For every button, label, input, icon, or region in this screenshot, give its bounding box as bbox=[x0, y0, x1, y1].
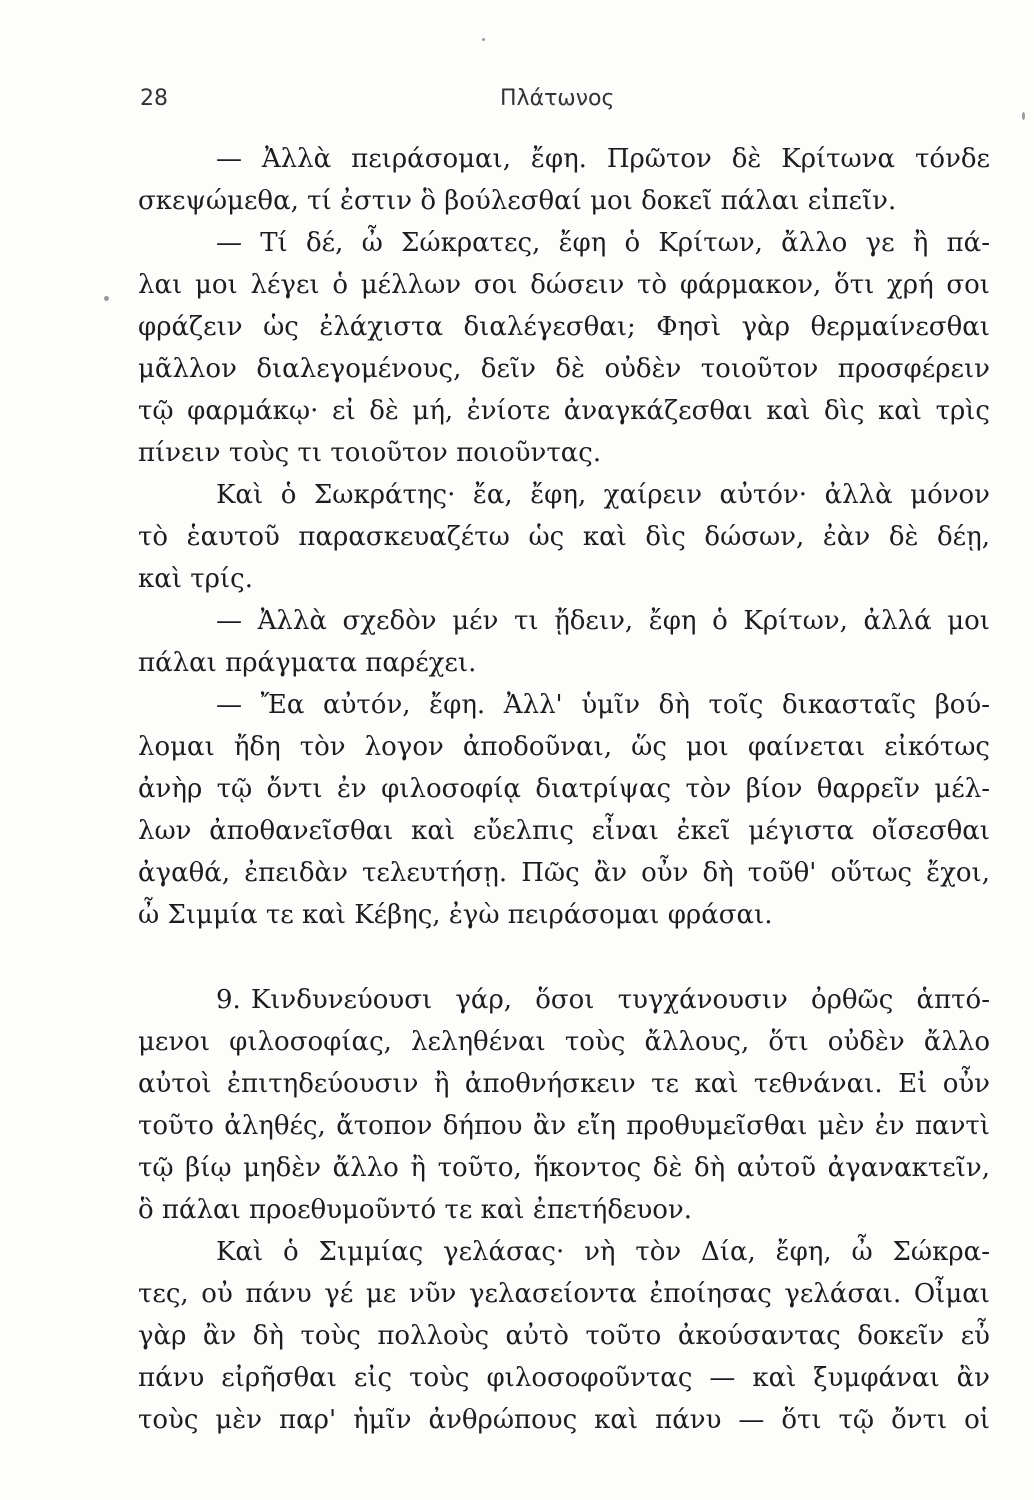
text-line: ὦ Σιμμία τε καὶ Κέβης, ἐγὼ πειράσομαι φράσαι. bbox=[138, 900, 773, 930]
section-number: 9. bbox=[216, 985, 241, 1015]
text-line: Κινδυνεύουσι γάρ, ὅσοι τυγχάνουσιν ὀρθῶς ἁπτό- bbox=[250, 985, 990, 1015]
text-line: τοῦτο ἀληθές, ἄτοπον δήπου ἂν εἴη προθυμεῖσθαι μὲν ἐν παντὶ bbox=[138, 1111, 990, 1141]
text-line: μᾶλλον διαλεγομένους, δεῖν δὲ οὐδὲν τοιοῦτον προσφέρειν bbox=[138, 354, 990, 384]
text-line: τῷ φαρμάκῳ· εἰ δὲ μή, ἐνίοτε ἀναγκάζεσθαι καὶ δὶς καὶ τρὶς bbox=[138, 396, 990, 426]
text-line: τῷ βίῳ μηδὲν ἄλλο ἢ τοῦτο, ἥκοντος δὲ δὴ αὐτοῦ ἀγανακτεῖν, bbox=[138, 1153, 990, 1183]
text-line: αὐτοὶ ἐπιτηδεύουσιν ἢ ἀποθνήσκειν τε καὶ τεθνάναι. Εἰ οὖν bbox=[138, 1069, 990, 1099]
text-line: Καὶ ὁ Σωκράτης· ἔα, ἔφη, χαίρειν αὐτόν· ἀλλὰ μόνον bbox=[216, 480, 990, 510]
text-line: γὰρ ἂν δὴ τοὺς πολλοὺς αὐτὸ τοῦτο ἀκούσαντας δοκεῖν εὖ bbox=[138, 1321, 990, 1351]
text-line: τες, οὐ πάνυ γέ με νῦν γελασείοντα ἐποίησας γελάσαι. Οἶμαι bbox=[138, 1279, 990, 1309]
text-line: — Ἀλλὰ σχεδὸν μέν τι ᾔδειν, ἔφη ὁ Κρίτων, ἀλλά μοι bbox=[216, 606, 990, 636]
text-line: φράζειν ὡς ἐλάχιστα διαλέγεσθαι; Φησὶ γὰρ θερμαίνεσθαι bbox=[138, 312, 990, 342]
text-line: σκεψώμεθα, τί ἐστιν ὃ βούλεσθαί μοι δοκεῖ πάλαι εἰπεῖν. bbox=[138, 186, 897, 216]
section-first-line bbox=[138, 979, 990, 1021]
text-line: τὸ ἑαυτοῦ παρασκευαζέτω ὡς καὶ δὶς δώσων, ἐὰν δὲ δέῃ, bbox=[138, 522, 990, 552]
section-gap bbox=[138, 936, 990, 979]
text-line: ἀγαθά, ἐπειδὰν τελευτήσῃ. Πῶς ἂν οὖν δὴ τοῦθ' οὕτως ἔχοι, bbox=[138, 858, 990, 888]
text-line: Καὶ ὁ Σιμμίας γελάσας· νὴ τὸν Δία, ἔφη, ὦ Σώκρα- bbox=[216, 1237, 990, 1267]
text-line: τοὺς μὲν παρ' ἡμῖν ἀνθρώπους καὶ πάνυ — ὅτι τῷ ὄντι οἱ bbox=[138, 1405, 990, 1435]
paper-speck bbox=[482, 38, 485, 41]
page-header bbox=[140, 86, 900, 118]
body-text bbox=[138, 138, 990, 1441]
text-line: μενοι φιλοσοφίας, λεληθέναι τοὺς ἄλλους, ὅτι οὐδὲν ἄλλο bbox=[138, 1027, 990, 1057]
paper-speck bbox=[1022, 112, 1025, 120]
text-line: — Τί δέ, ὦ Σώκρατες, ἔφη ὁ Κρίτων, ἄλλο γε ἢ πά- bbox=[216, 228, 990, 258]
text-line: ἀνὴρ τῷ ὄντι ἐν φιλοσοφίᾳ διατρίψας τὸν βίον θαρρεῖν μέλ- bbox=[138, 774, 990, 804]
text-line: — Ἔα αὐτόν, ἔφη. Ἀλλ' ὑμῖν δὴ τοῖς δικασταῖς βού- bbox=[216, 690, 990, 720]
text-line: καὶ τρίς. bbox=[138, 564, 253, 594]
text-line: λαι μοι λέγει ὁ μέλλων σοι δώσειν τὸ φάρμακον, ὅτι χρή σοι bbox=[138, 270, 990, 300]
text-line: πάλαι πράγματα παρέχει. bbox=[138, 648, 477, 678]
page-number: 28 bbox=[140, 86, 168, 111]
text-line: ὃ πάλαι προεθυμοῦντό τε καὶ ἐπετήδευον. bbox=[138, 1195, 692, 1225]
paper-speck bbox=[104, 296, 109, 301]
text-line: πάνυ εἰρῆσθαι εἰς τοὺς φιλοσοφοῦντας — καὶ ξυμφάναι ἂν bbox=[138, 1363, 990, 1393]
text-line: λων ἀποθανεῖσθαι καὶ εὔελπις εἶναι ἐκεῖ μέγιστα οἴσεσθαι bbox=[138, 816, 990, 846]
text-line: — Ἀλλὰ πειράσομαι, ἔφη. Πρῶτον δὲ Κρίτωνα τόνδε bbox=[216, 144, 990, 174]
running-title: Πλάτωνος bbox=[500, 86, 615, 111]
text-line: πίνειν τοὺς τι τοιοῦτον ποιοῦντας. bbox=[138, 438, 602, 468]
text-line: λομαι ἤδη τὸν λογον ἀποδοῦναι, ὥς μοι φαίνεται εἰκότως bbox=[138, 732, 990, 762]
